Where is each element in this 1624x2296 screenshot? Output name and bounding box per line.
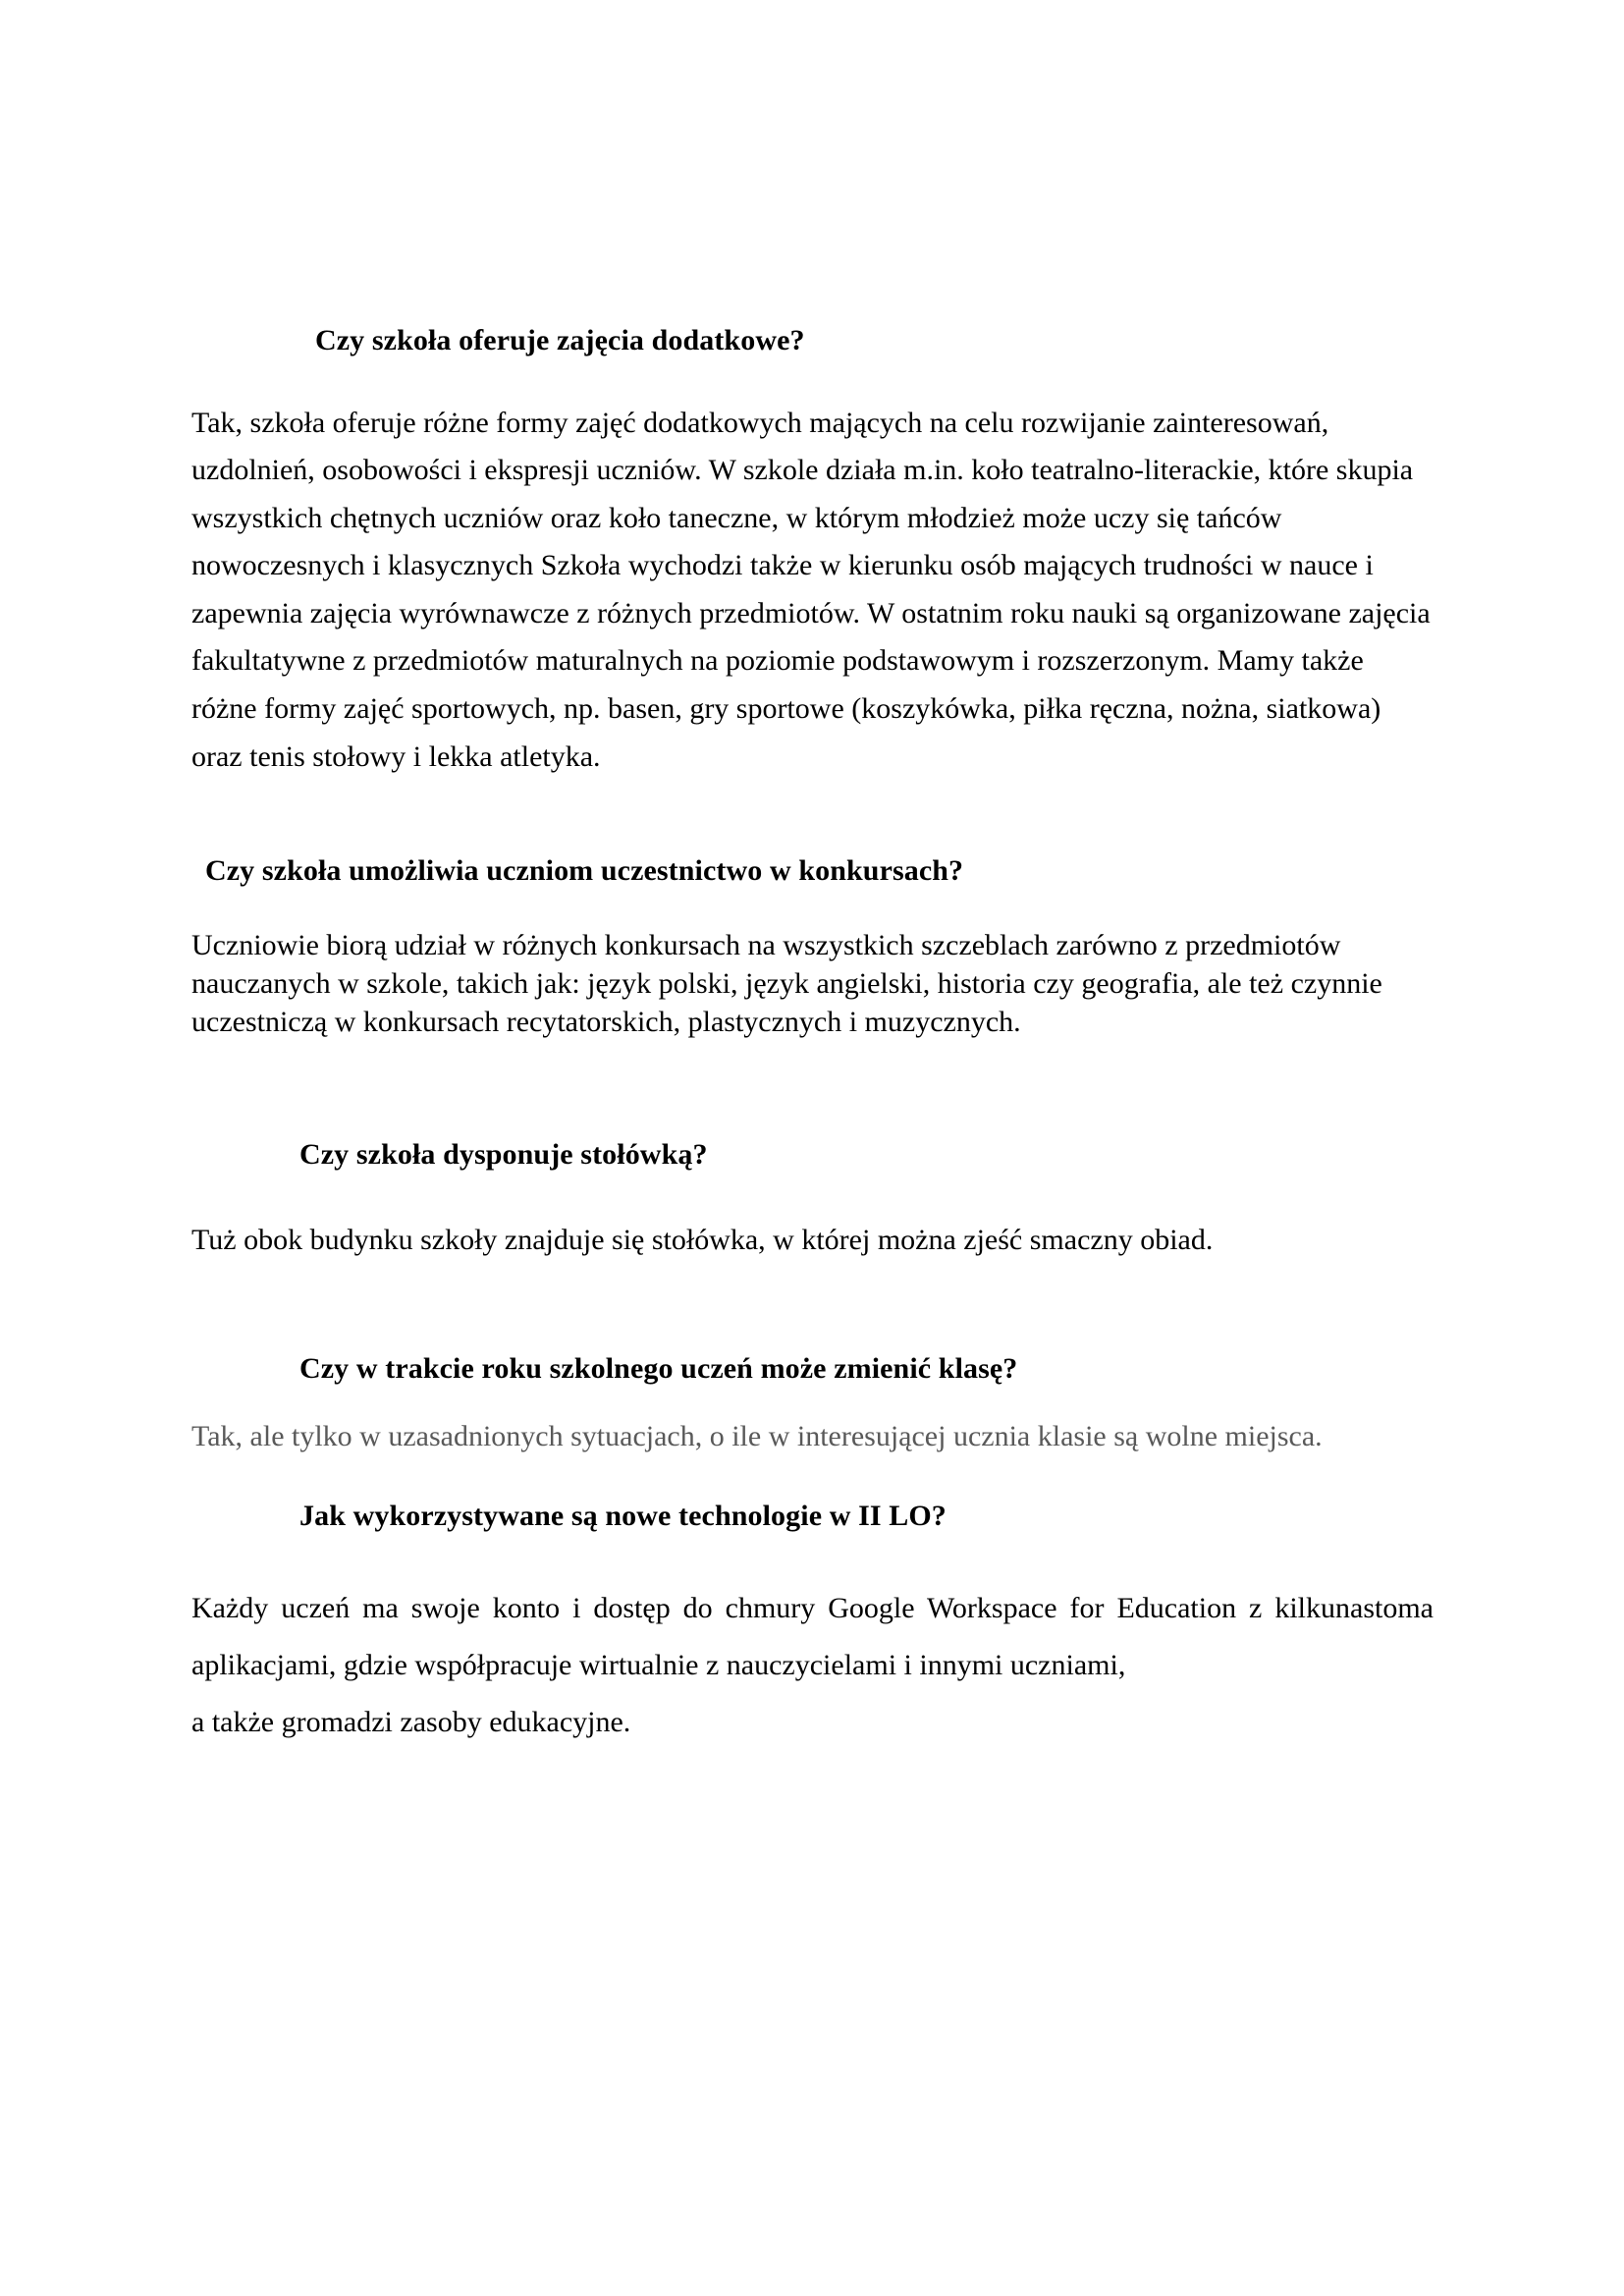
section-paragraph-zmiana-klasy: Tak, ale tylko w uzasadnionych sytuacjach, o ile w interesującej ucznia klasie są wolne miejsca. [191,1419,1323,1452]
section-paragraph-nowe-technologie [191,1580,1434,1751]
section-heading-zajecia-dodatkowe: Czy szkoła oferuje zajęcia dodatkowe? [315,324,805,356]
paragraph-main-text: Każdy uczeń ma swoje konto i dostęp do chmury Google Workspace for Education z kilkunastoma aplikacjami, gdzie współpracuje wirtualnie z nauczycielami i innymi uczniami, [191,1592,1434,1681]
section-heading-stolowka: Czy szkoła dysponuje stołówką? [299,1137,708,1171]
section-paragraph-konkursy: Uczniowie biorą udział w różnych konkursach na wszystkich szczeblach zarówno z przedmiotów nauczanych w szkole, takich jak: język polski, język angielski, historia czy geografia, ale też czynnie uczestniczą w konkursach recytatorskich, plastycznych i muzycznych. [191,928,1382,1039]
section-paragraph-zajecia-dodatkowe: Tak, szkoła oferuje różne formy zajęć dodatkowych mających na celu rozwijanie zainteresowań, uzdolnień, osobowości i ekspresji uczniów. W szkole działa m.in. koło teatralno-literackie, które skupia wszystkich chętnych uczniów oraz koło taneczne, w którym młodzież może uczy się tańców nowoczesnych i klasycznych Szkoła wychodzi także w kierunku osób mających trudności w nauce i zapewnia zajęcia wyrównawcze z różnych przedmiotów. W ostatnim roku nauki są organizowane zajęcia fakultatywne z przedmiotów maturalnych na poziomie podstawowym i rozszerzonym. Mamy także różne formy zajęć sportowych, np. basen, gry sportowe (koszykówka, piłka ręczna, nożna, siatkowa) oraz tenis stołowy i lekka atletyka. [191,406,1431,773]
section-heading-konkursy: Czy szkoła umożliwia uczniom uczestnictwo w konkursach? [205,854,964,888]
paragraph-last-line: a także gromadzi zasoby edukacyjne. [191,1705,631,1738]
section-heading-nowe-technologie: Jak wykorzystywane są nowe technologie w II LO? [299,1499,947,1532]
document-content [191,0,1434,1751]
section-heading-zmiana-klasy: Czy w trakcie roku szkolnego uczeń może zmienić klasę? [299,1352,1018,1386]
section-paragraph-stolowka: Tuż obok budynku szkoły znajduje się stołówka, w której można zjeść smaczny obiad. [191,1224,1214,1257]
